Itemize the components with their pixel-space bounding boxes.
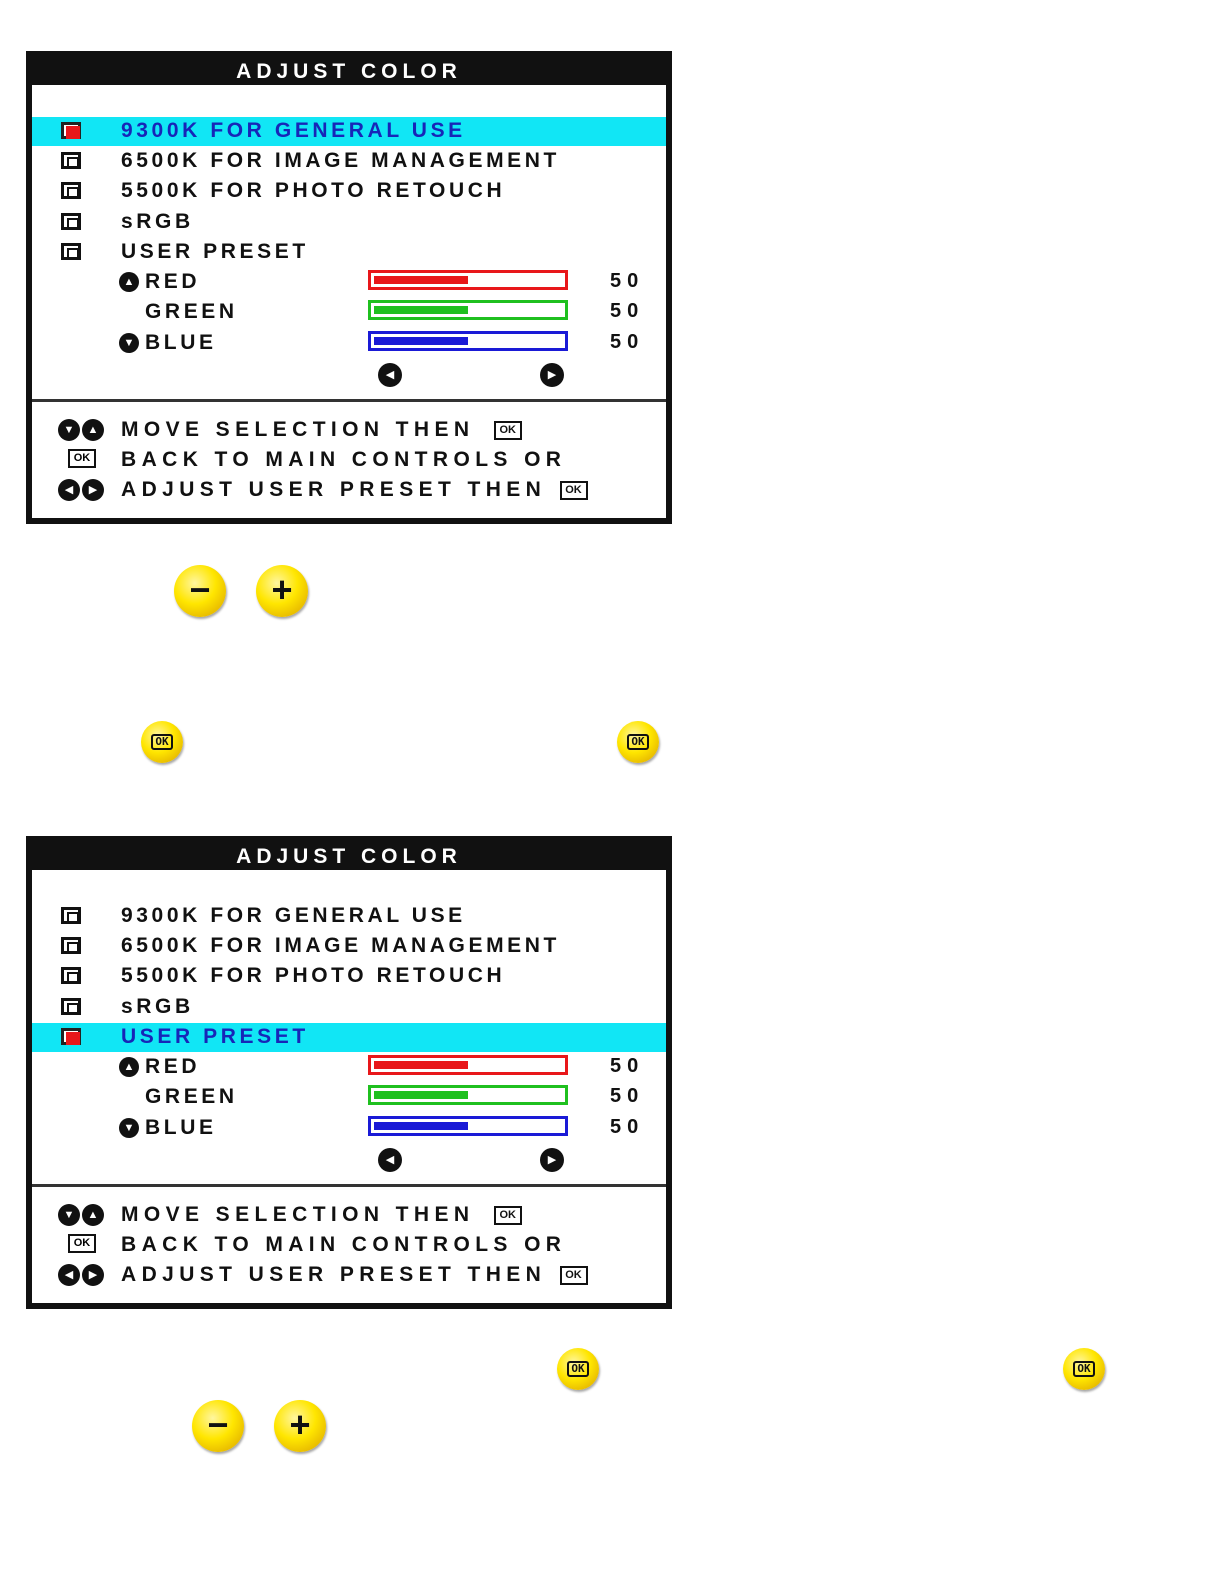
option-label: 9300K FOR GENERAL USE [121,119,466,142]
option-srgb[interactable] [32,208,666,237]
green-slider-fill [374,1091,468,1099]
option-user-preset[interactable] [32,1023,666,1052]
option-6500k[interactable] [32,932,666,961]
ok-button-icon[interactable]: OK [617,721,659,763]
minus-button-icon[interactable]: − [192,1400,244,1452]
blue-label: BLUE [145,1116,217,1139]
help-section [32,1187,666,1303]
radio-icon [61,243,81,260]
blue-slider[interactable] [368,1116,568,1136]
ok-icon-pair [68,1234,96,1253]
radio-icon [61,152,81,169]
osd-adjust-color-2 [26,836,672,1309]
blue-slider-fill [374,337,468,345]
left-arrow-icon: ◀ [58,1264,80,1286]
red-label: RED [145,270,201,293]
help-line-2 [121,448,566,472]
right-arrow-icon: ▶ [82,1264,104,1286]
down-arrow-icon: ▼ [58,1204,80,1226]
option-label: 6500K FOR IMAGE MANAGEMENT [121,149,560,172]
red-slider-fill [374,276,468,284]
color-menu [32,85,666,399]
option-label: 5500K FOR PHOTO RETOUCH [121,179,506,202]
radio-icon [61,967,81,984]
right-arrow-icon: ▶ [540,363,564,387]
help-text: MOVE SELECTION THEN [121,418,475,441]
ok-button-icon[interactable]: OK [1063,1348,1105,1390]
left-arrow-icon: ◀ [58,479,80,501]
minus-button-icon[interactable]: − [174,565,226,617]
ok-icon-pair [68,449,96,468]
radio-icon [61,907,81,924]
radio-selected-icon [61,1028,81,1045]
ok-button-icon[interactable]: OK [557,1348,599,1390]
up-arrow-icon: ▲ [82,1204,104,1226]
red-slider-fill [374,1061,468,1069]
option-6500k[interactable] [32,147,666,176]
blue-slider[interactable] [368,331,568,351]
radio-icon [61,998,81,1015]
option-label: 9300K FOR GENERAL USE [121,904,466,927]
ok-icon: OK [68,1234,96,1253]
blue-slider-fill [374,1122,468,1130]
help-text: BACK TO MAIN CONTROLS OR [121,1233,567,1256]
red-slider[interactable] [368,1055,568,1075]
help-text: MOVE SELECTION THEN [121,1203,475,1226]
green-slider[interactable] [368,300,568,320]
down-arrow-icon: ▼ [58,419,80,441]
red-label: RED [145,1055,201,1078]
radio-icon [61,182,81,199]
radio-icon [61,213,81,230]
option-label: 5500K FOR PHOTO RETOUCH [121,964,506,987]
radio-selected-icon [61,122,81,139]
ok-button-icon[interactable]: OK [141,721,183,763]
green-value: 50 [610,1085,645,1107]
option-user-preset[interactable] [32,238,666,267]
up-arrow-icon: ▲ [82,419,104,441]
ok-icon: OK [494,1206,522,1225]
help-line-1 [121,1203,522,1227]
help-line-3 [121,478,588,502]
right-arrow-icon: ▶ [82,479,104,501]
down-up-icons [58,1204,104,1226]
green-label: GREEN [145,300,238,323]
green-slider-fill [374,306,468,314]
color-menu [32,870,666,1184]
green-label: GREEN [145,1085,238,1108]
help-line-3 [121,1263,588,1287]
help-line-1 [121,418,522,442]
left-right-icons [58,1264,104,1286]
green-value: 50 [610,300,645,322]
help-text: ADJUST USER PRESET THEN [121,1263,547,1286]
plus-button-icon[interactable]: + [256,565,308,617]
radio-icon [61,937,81,954]
red-value: 50 [610,270,645,292]
left-arrow-icon: ◀ [378,1148,402,1172]
blue-label: BLUE [145,331,217,354]
help-section [32,402,666,518]
osd-title: ADJUST COLOR [32,57,666,85]
option-9300k[interactable] [32,117,666,146]
blue-value: 50 [610,331,645,353]
left-arrow-icon: ◀ [378,363,402,387]
left-right-icons [58,479,104,501]
red-slider[interactable] [368,270,568,290]
help-text: ADJUST USER PRESET THEN [121,478,547,501]
down-arrow-icon: ▼ [119,333,139,353]
option-9300k[interactable] [32,902,666,931]
ok-icon: OK [494,421,522,440]
green-slider[interactable] [368,1085,568,1105]
down-arrow-icon: ▼ [119,1118,139,1138]
help-line-2 [121,1233,566,1257]
ok-icon: OK [560,1266,588,1285]
red-value: 50 [610,1055,645,1077]
option-label: 6500K FOR IMAGE MANAGEMENT [121,934,560,957]
right-arrow-icon: ▶ [540,1148,564,1172]
option-label: USER PRESET [121,1025,309,1048]
up-arrow-icon: ▲ [119,272,139,292]
option-5500k[interactable] [32,962,666,991]
blue-value: 50 [610,1116,645,1138]
ok-icon: OK [68,449,96,468]
down-up-icons [58,419,104,441]
help-text: BACK TO MAIN CONTROLS OR [121,448,567,471]
up-arrow-icon: ▲ [119,1057,139,1077]
option-5500k[interactable] [32,177,666,206]
osd-adjust-color-1 [26,51,672,524]
ok-icon: OK [560,481,588,500]
osd-title: ADJUST COLOR [32,842,666,870]
option-srgb[interactable] [32,993,666,1022]
option-label: sRGB [121,210,194,233]
option-label: USER PRESET [121,240,309,263]
option-label: sRGB [121,995,194,1018]
plus-button-icon[interactable]: + [274,1400,326,1452]
